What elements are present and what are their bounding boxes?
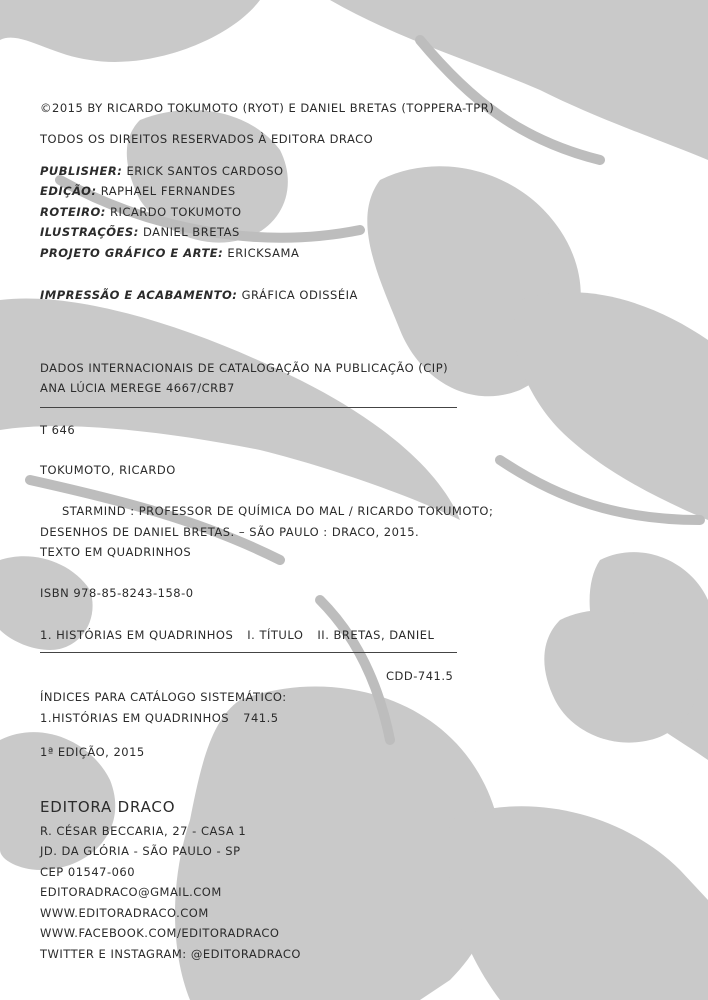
cip-type: TEXTO EM QUADRINHOS <box>40 545 192 559</box>
index-entry-label: 1.HISTÓRIAS EM QUADRINHOS <box>40 711 230 725</box>
credit-label: EDIÇÃO: <box>40 184 97 198</box>
rights-line: TODOS OS DIREITOS RESERVADOS À EDITORA DRACO <box>40 132 374 146</box>
credit-value: ERICKSAMA <box>227 246 300 260</box>
credit-value: ERICK SANTOS CARDOSO <box>126 164 284 178</box>
cip-librarian: ANA LÚCIA MEREGE 4667/CRB7 <box>40 381 235 395</box>
credit-value: GRÁFICA ODISSÉIA <box>241 288 358 302</box>
cip-call-number: T 646 <box>40 423 76 437</box>
credit-value: RICARDO TOKUMOTO <box>110 205 242 219</box>
subject-item: I. TÍTULO <box>247 628 304 642</box>
publisher-name: EDITORA DRACO <box>40 798 176 816</box>
copyright-line: ©2015 BY RICARDO TOKUMOTO (RYOT) E DANIEL BRETAS (TOPPERA-TPR) <box>40 101 495 115</box>
cip-isbn: ISBN 978-85-8243-158-0 <box>40 586 194 600</box>
subject-item: 1. HISTÓRIAS EM QUADRINHOS <box>40 628 234 642</box>
publisher-social[interactable]: TWITTER E INSTAGRAM: @EDITORADRACO <box>40 947 301 961</box>
credit-label: ILUSTRAÇÕES: <box>40 225 139 239</box>
edition-line: 1ª EDIÇÃO, 2015 <box>40 745 145 759</box>
publisher-site[interactable]: WWW.EDITORADRACO.COM <box>40 906 209 920</box>
subject-item: II. BRETAS, DANIEL <box>317 628 435 642</box>
index-entry-number: 741.5 <box>243 711 279 725</box>
credit-edicao <box>40 184 236 198</box>
credit-publisher <box>40 164 284 178</box>
credit-label: PROJETO GRÁFICO E ARTE: <box>40 246 224 260</box>
publisher-facebook[interactable]: WWW.FACEBOOK.COM/EDITORADRACO <box>40 926 280 940</box>
divider <box>40 652 457 653</box>
publisher-address2: JD. DA GLÓRIA - SÃO PAULO - SP <box>40 844 241 858</box>
divider <box>40 407 457 408</box>
cip-title-line1: STARMIND : PROFESSOR DE QUÍMICA DO MAL / RICARDO TOKUMOTO; <box>62 504 494 518</box>
cip-index-heading: ÍNDICES PARA CATÁLOGO SISTEMÁTICO: <box>40 690 287 704</box>
publisher-address1: R. CÉSAR BECCARIA, 27 - CASA 1 <box>40 824 247 838</box>
publisher-cep: CEP 01547-060 <box>40 865 136 879</box>
publisher-email[interactable]: EDITORADRACO@GMAIL.COM <box>40 885 222 899</box>
cip-cdd: CDD-741.5 <box>386 669 454 683</box>
credit-projeto <box>40 246 299 260</box>
credit-value: RAPHAEL FERNANDES <box>100 184 236 198</box>
credit-ilustracoes <box>40 225 240 239</box>
credit-label: ROTEIRO: <box>40 205 106 219</box>
cip-heading: DADOS INTERNACIONAIS DE CATALOGAÇÃO NA PUBLICAÇÃO (CIP) <box>40 361 449 375</box>
credit-value: DANIEL BRETAS <box>142 225 240 239</box>
credit-roteiro <box>40 205 242 219</box>
cip-author: TOKUMOTO, RICARDO <box>40 463 176 477</box>
cip-title-line2: DESENHOS DE DANIEL BRETAS. – SÃO PAULO : DRACO, 2015. <box>40 525 420 539</box>
credit-label: IMPRESSÃO E ACABAMENTO: <box>40 288 238 302</box>
cip-subjects <box>40 628 434 642</box>
credit-label: PUBLISHER: <box>40 164 123 178</box>
cip-index-entry <box>40 711 279 725</box>
credit-impressao <box>40 288 358 302</box>
